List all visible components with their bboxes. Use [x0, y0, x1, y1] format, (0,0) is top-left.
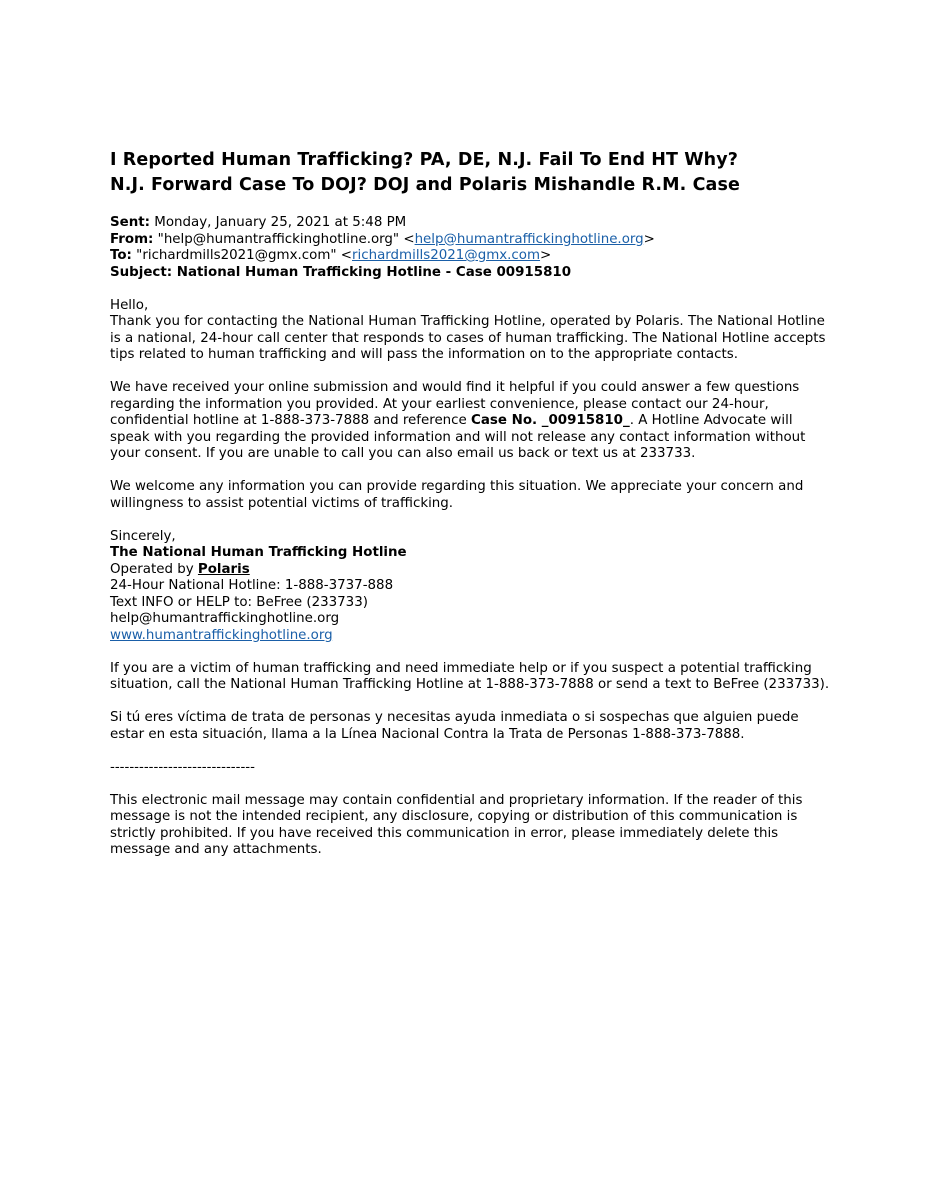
victim-notice-spanish: Si tú eres víctima de trata de personas y necesitas ayuda inmediata o si sospechas que alguien puede estar en esta situación, llama a la Línea Nacional Contra la Trata de Personas 1-888-373-7888.	[110, 710, 799, 742]
signature-block	[110, 529, 830, 645]
victim-notice-english: If you are a victim of human trafficking and need immediate help or if you suspect a potential trafficking situation, call the National Human Trafficking Hotline at 1-888-373-7888 or send a text to BeFree (233733).	[110, 660, 830, 692]
to-label: To:	[110, 248, 132, 263]
email-header	[110, 215, 830, 281]
hotline-number: 24-Hour National Hotline: 1-888-3737-888	[110, 578, 394, 593]
divider-line: ------------------------------	[110, 759, 255, 775]
spacer	[110, 694, 830, 711]
greeting: Hello,	[110, 297, 149, 313]
sent-value: Monday, January 25, 2021 at 5:48 PM	[150, 215, 407, 230]
from-line	[110, 232, 830, 249]
from-label: From:	[110, 231, 154, 247]
spacer	[110, 743, 830, 760]
paragraph-welcome: We welcome any information you can provide regarding this situation. We appreciate your concern and willingness to assist potential victims of trafficking.	[110, 479, 804, 511]
document-page	[110, 148, 830, 859]
to-line	[110, 248, 830, 265]
paragraph-request	[110, 380, 830, 463]
operated-by-line	[110, 562, 830, 579]
confidentiality-disclaimer: This electronic mail message may contain confidential and proprietary information. If the reader of this message is not the intended recipient, any disclosure, copying or distribution of this communication is strictly prohibited. If you have received this communication in error, please immediately delete this message and any attachments.	[110, 792, 803, 857]
signature-email: help@humantraffickinghotline.org	[110, 611, 340, 626]
spacer	[110, 776, 830, 793]
spacer	[110, 644, 830, 661]
email-body	[110, 298, 830, 859]
title-line-2: N.J. Forward Case To DOJ? DOJ and Polaris Mishandle R.M. Case	[110, 175, 740, 195]
closing: Sincerely,	[110, 528, 176, 544]
spacer	[110, 281, 830, 298]
website-link[interactable]: www.humantraffickinghotline.org	[110, 627, 333, 643]
from-close: >	[643, 231, 655, 247]
signature-org: The National Human Trafficking Hotline	[110, 545, 407, 560]
to-close: >	[540, 248, 552, 263]
text-info: Text INFO or HELP to: BeFree (233733)	[110, 594, 368, 610]
operated-by-label: Operated by	[110, 561, 198, 577]
sent-line	[110, 215, 830, 232]
sent-label: Sent:	[110, 215, 151, 230]
from-email-link[interactable]: help@humantraffickinghotline.org	[414, 231, 644, 247]
paragraph-request-end: . A Hotline Advocate will speak with you regarding the provided information and will not release any contact information without your consent. If you are unable to call you can also email us back or text us at 233733.	[110, 413, 806, 461]
paragraph-intro: Thank you for contacting the National Human Trafficking Hotline, operated by Polaris. The National Hotline is a national, 24-hour call center that responds to cases of human trafficking. The National Hotline accepts tips related to human trafficking and will pass the information on to the appropriate contacts.	[110, 314, 826, 362]
subject-line: Subject: National Human Trafficking Hotline - Case 00915810	[110, 264, 572, 280]
to-email-link[interactable]: richardmills2021@gmx.com	[352, 248, 541, 263]
title-line-1: I Reported Human Trafficking? PA, DE, N.J. Fail To End HT Why?	[110, 150, 738, 170]
from-name: "help@humantraffickinghotline.org" <	[153, 231, 415, 247]
document-title	[110, 148, 830, 198]
spacer	[110, 463, 830, 480]
spacer	[110, 364, 830, 381]
polaris-link[interactable]: Polaris	[197, 561, 250, 577]
case-number: Case No. _00915810_	[471, 413, 630, 428]
to-name: "richardmills2021@gmx.com" <	[131, 248, 352, 263]
paragraph-request-start: We have received your online submission and would find it helpful if you could answer a few questions regarding the information you provided. At your earliest convenience, please contact our 24-hour, confidential hotline at 1-888-373-7888 and reference	[110, 380, 800, 428]
spacer	[110, 512, 830, 529]
